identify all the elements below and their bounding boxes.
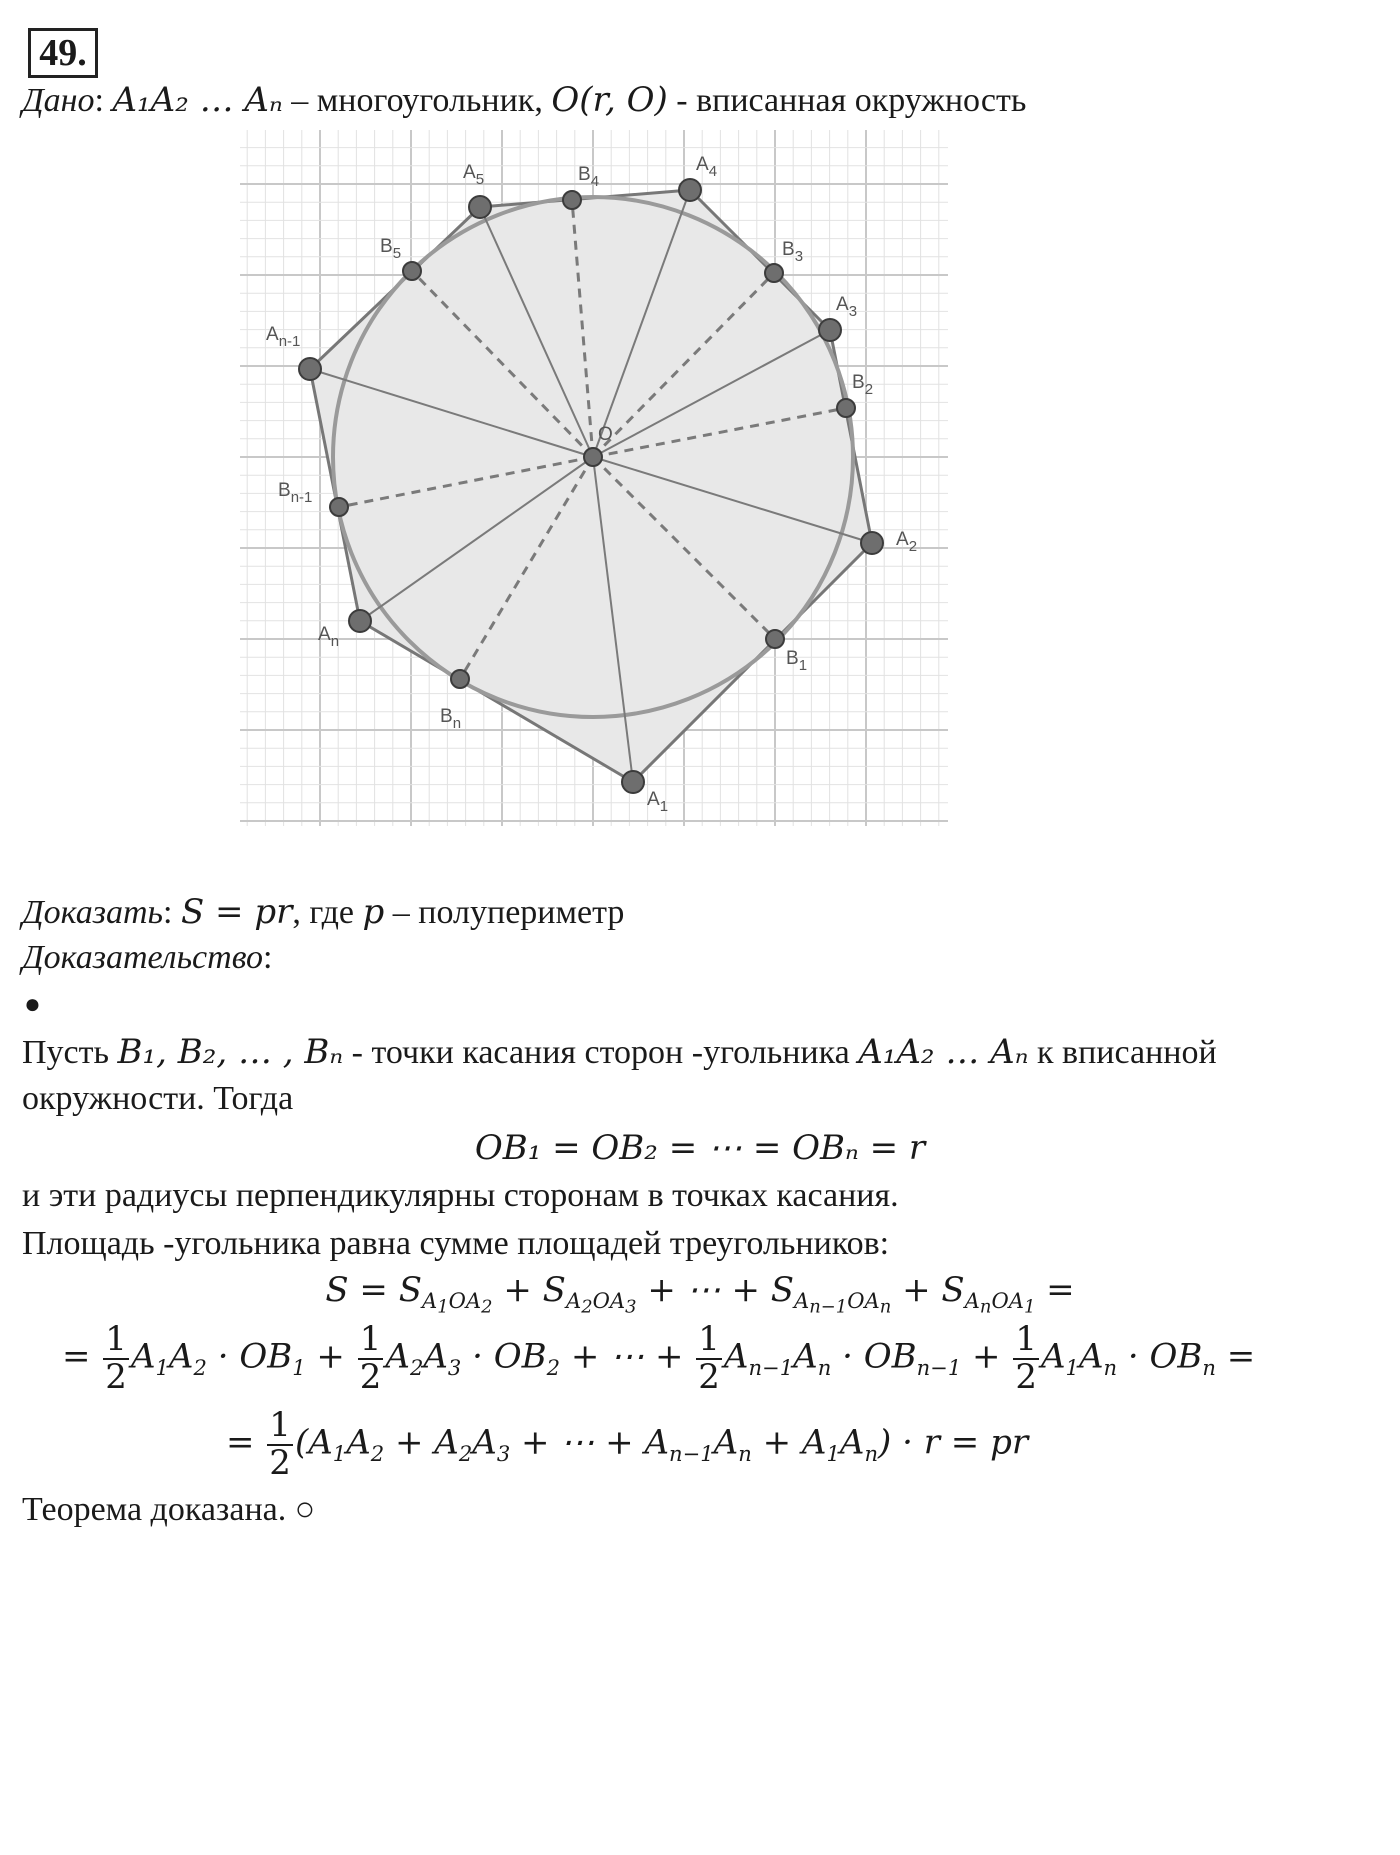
tangent-point-Bn1 xyxy=(330,498,348,516)
label-A5: $A_5$ xyxy=(463,162,485,188)
label-A1: $A_1$ xyxy=(647,789,669,815)
proof-label-line: Доказательство: xyxy=(22,939,273,976)
paragraph-3: Площадь -угольника равна сумме площадей треугольников: xyxy=(22,1225,890,1262)
equation-radii: OB₁ = OB₂ = ⋯ = OBₙ = r xyxy=(474,1128,926,1168)
prove-label: Доказать xyxy=(22,894,163,931)
label-B2: $B_2$ xyxy=(852,372,874,398)
vertex-A2 xyxy=(861,532,883,554)
qed-line: Теорема доказана. ○ xyxy=(22,1491,316,1528)
label-A2: $A_2$ xyxy=(896,529,918,555)
center-O xyxy=(584,448,602,466)
label-B3: $B_3$ xyxy=(782,239,804,265)
label-An: $A_n$ xyxy=(318,624,340,650)
tangent-point-B3 xyxy=(765,264,783,282)
problem-number: 49. xyxy=(28,28,98,78)
label-A3: $A_3$ xyxy=(836,294,858,320)
prove-text2: – полупериметр xyxy=(384,894,625,931)
fraction-half: $\frac{1}{2}$ xyxy=(359,1319,382,1397)
tangent-point-Bn xyxy=(451,670,469,688)
label-B1: $B_1$ xyxy=(786,648,808,674)
prove-text: , где xyxy=(292,894,363,931)
proof-label: Доказательство xyxy=(22,939,264,976)
given-text2: - вписанная окружность xyxy=(667,82,1027,119)
paragraph-1-line-1 xyxy=(22,1032,1217,1074)
para1-t3: к вписанной xyxy=(1028,1034,1217,1071)
label-Bn1: $B_{n-1}$ xyxy=(278,480,313,506)
given-polygon: A₁A₂ … Aₙ xyxy=(112,80,283,120)
paragraph-1-line-2: окружности. Тогда xyxy=(22,1080,294,1117)
label-B5: $B_5$ xyxy=(380,236,402,262)
given-line: Дано: A₁A₂ … Aₙ – многоугольник, O(r, O) - вписанная окружность xyxy=(22,80,1027,120)
label-An1: $A_{n-1}$ xyxy=(266,324,301,350)
prove-line: Доказать: S = pr, где p – полупериметр xyxy=(22,892,625,932)
prove-p: p xyxy=(362,892,385,932)
para1-t2: - точки касания сторон -угольника xyxy=(343,1034,859,1071)
given-label: Дано xyxy=(22,82,95,119)
label-A4: $A_4$ xyxy=(696,154,718,180)
given-text: – многоугольник, xyxy=(282,82,552,119)
given-circle: O(r, O) xyxy=(551,80,668,120)
vertex-A3 xyxy=(819,319,841,341)
equation-result: = $\frac{1}{2}$ ($A_1A_2 + A_2A_3$ + ⋯ + $A_{n-1}A_n + A_1A_n) \cdot r$ = pr xyxy=(226,1405,1029,1483)
polygon-figure xyxy=(240,128,952,848)
fraction-half: $\frac{1}{2}$ xyxy=(105,1319,127,1397)
fraction-half: $\frac{1}{2}$ xyxy=(269,1405,291,1483)
equation-area-sum: $S = S_{A_1OA_2} + S_{A_2OA_3}$ + ⋯ + $S_{A_{n-1}OA_n} + S_{A_nOA_1}$ = xyxy=(325,1270,1075,1318)
prove-formula: S = pr xyxy=(180,892,293,932)
para1-polygon: A₁A₂ … Aₙ xyxy=(858,1032,1029,1072)
vertex-An xyxy=(349,610,371,632)
equation-half-products: = $\frac{1}{2}$ $A_1A_2 \cdot OB_1$ + $\frac{1}{2}$ $A_2A_3 \cdot OB_2$ + ⋯ + $\frac{1}{2}$ $A_{n-1}A_n \cdot OB_{n-1}$ + $\frac{1}{2}$ $A_1A_n \cdot OB_n$ = xyxy=(62,1319,1256,1397)
vertex-A5 xyxy=(469,196,491,218)
vertex-A1 xyxy=(622,771,644,793)
vertex-An1 xyxy=(299,358,321,380)
eq1-start: S = S xyxy=(325,1270,422,1310)
tangent-points: B₁, B₂, … , Bₙ xyxy=(117,1032,344,1072)
label-B4: $B_4$ xyxy=(578,164,600,190)
vertex-A4 xyxy=(679,179,701,201)
paragraph-2: и эти радиусы перпендикулярны сторонам в точках касания. xyxy=(22,1177,899,1214)
tangent-point-B5 xyxy=(403,262,421,280)
tangent-point-B1 xyxy=(766,630,784,648)
fraction-half: $\frac{1}{2}$ xyxy=(698,1319,720,1397)
tangent-point-B2 xyxy=(837,399,855,417)
label-Bn: $B_n$ xyxy=(440,706,462,732)
tangent-point-B4 xyxy=(563,191,581,209)
label-O: O xyxy=(598,424,613,445)
para1-t1: Пусть xyxy=(22,1034,118,1071)
fraction-half: $\frac{1}{2}$ xyxy=(1015,1319,1037,1397)
bullet: ● xyxy=(24,989,41,1020)
